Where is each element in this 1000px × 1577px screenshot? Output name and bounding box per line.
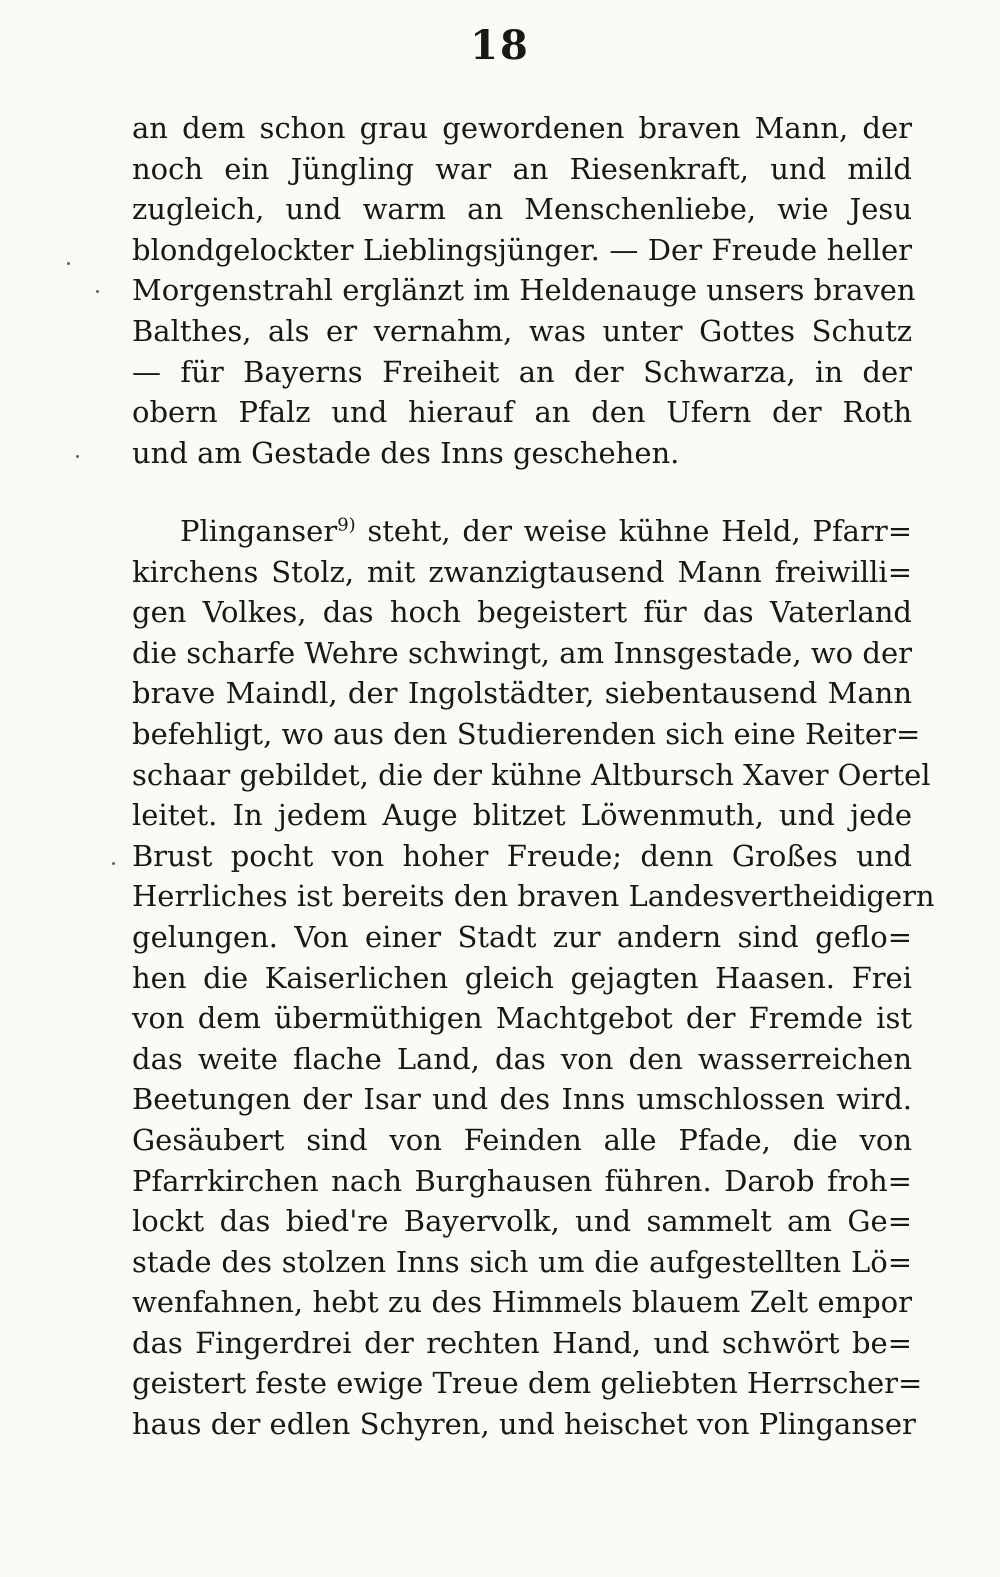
text-line: an dem schon grau gewordenen braven Mann, der xyxy=(132,111,912,145)
text-line: Brust pocht von hoher Freude; denn Großes und xyxy=(132,838,912,873)
text-line: — für Bayerns Freiheit an der Schwarza, in der xyxy=(132,354,912,389)
text-line: stade des stolzen Inns sich um die aufgestellten Lö= xyxy=(132,1244,912,1279)
text-line: von dem übermüthigen Machtgebot der Fremde ist xyxy=(132,1001,912,1036)
text-line: kirchens Stolz, mit zwanzigtausend Mann freiwilli= xyxy=(132,554,912,589)
text-fragment: steht, der weise kühne Held, Pfarr= xyxy=(355,514,912,548)
paragraph-first-line xyxy=(132,511,912,552)
paper-speck xyxy=(76,455,79,458)
text-line: gelungen. Von einer Stadt zur andern sind geflo= xyxy=(132,919,912,954)
text-line: wenfahnen, hebt zu des Himmels blauem Zelt empor xyxy=(132,1285,912,1320)
text-line: Gesäubert sind von Feinden alle Pfade, die von xyxy=(132,1122,912,1157)
page-number: 18 xyxy=(470,22,530,69)
text-line: Beetungen der Isar und des Inns umschlossen wird. xyxy=(132,1082,912,1117)
text-line: obern Pfalz und hierauf an den Ufern der Roth xyxy=(132,395,912,430)
text-line: gen Volkes, das hoch begeistert für das Vaterland xyxy=(132,595,912,630)
text-line: Balthes, als er vernahm, was unter Gottes Schutz xyxy=(132,313,912,348)
paragraph-1 xyxy=(132,108,916,473)
text-line: Pfarrkirchen nach Burghausen führen. Darob froh= xyxy=(132,1163,912,1198)
text-line: noch ein Jüngling war an Riesenkraft, und mild xyxy=(132,151,912,186)
text-line: Morgenstrahl erglänzt im Heldenauge unsers braven xyxy=(132,273,916,308)
text-fragment: Plinganser xyxy=(180,514,338,548)
text-line: geistert feste ewige Treue dem geliebten Herrscher= xyxy=(132,1366,923,1401)
text-line: zugleich, und warm an Menschenliebe, wie Jesu xyxy=(132,192,912,227)
paper-speck xyxy=(67,262,70,265)
text-line: leitet. In jedem Auge blitzet Löwenmuth, und jede xyxy=(132,798,912,833)
text-line: haus der edlen Schyren, und heischet von Plinganser xyxy=(132,1407,916,1442)
text-line: befehligt, wo aus den Studierenden sich eine Reiter= xyxy=(132,716,921,751)
text-line: hen die Kaiserlichen gleich gejagten Haasen. Frei xyxy=(132,960,912,995)
text-line: die scharfe Wehre schwingt, am Innsgestade, wo der xyxy=(132,635,912,670)
paragraph-2 xyxy=(132,511,935,1445)
text-line: Herrliches ist bereits den braven Landesvertheidigern xyxy=(132,879,935,914)
text-line: brave Maindl, der Ingolstädter, siebentausend Mann xyxy=(132,676,912,711)
paper-speck xyxy=(112,862,115,865)
text-line: das Fingerdrei der rechten Hand, und schwört be= xyxy=(132,1325,912,1360)
text-line: blondgelockter Lieblingsjünger. — Der Freude heller xyxy=(132,232,912,267)
text-line: das weite flache Land, das von den wasserreichen xyxy=(132,1041,912,1076)
text-line: lockt das bied're Bayervolk, und sammelt am Ge= xyxy=(132,1204,912,1239)
paper-speck xyxy=(96,290,99,293)
text-line: und am Gestade des Inns geschehen. xyxy=(132,435,680,470)
footnote-reference[interactable]: 9) xyxy=(337,514,356,536)
text-line: schaar gebildet, die der kühne Altbursch Xaver Oertel xyxy=(132,757,931,792)
